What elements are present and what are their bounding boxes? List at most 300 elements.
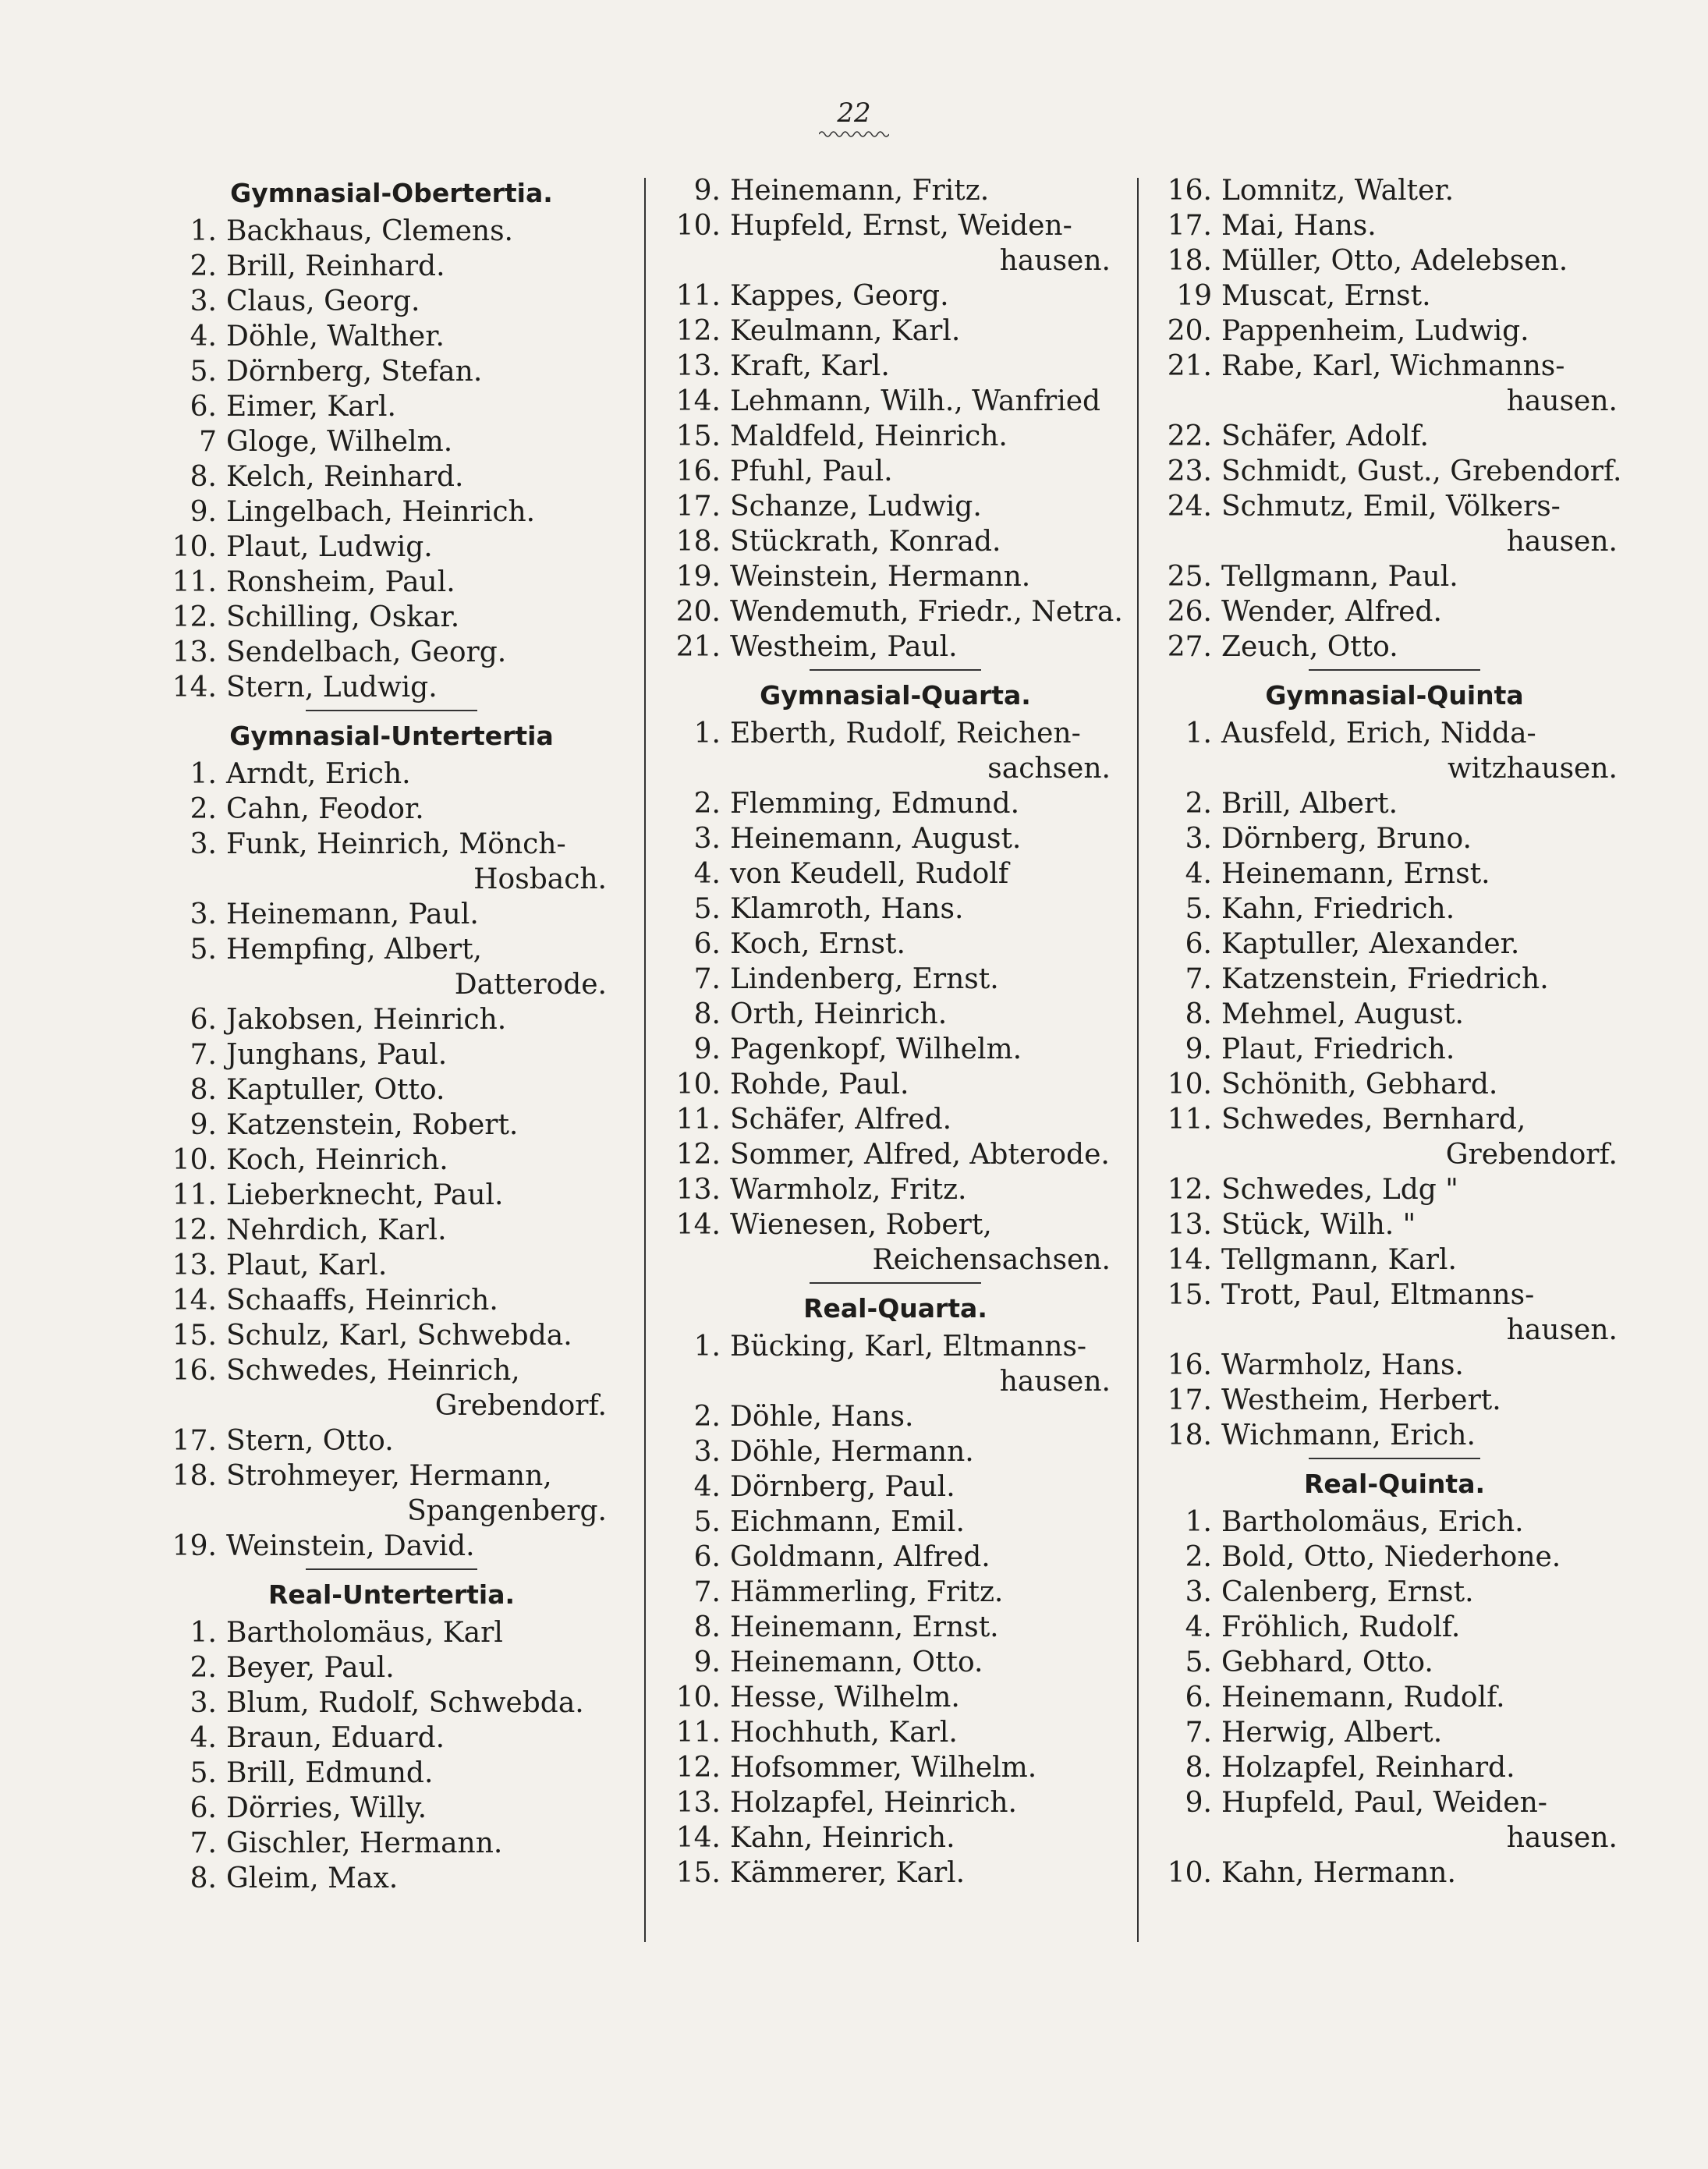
entry-continuation: Spangenberg. [407, 1495, 607, 1527]
list-entry [669, 891, 1122, 927]
entry-name: Brill, Albert. [1221, 788, 1398, 820]
list-entry [165, 635, 618, 670]
list-entry [1161, 1172, 1628, 1207]
entry-number: 17. [172, 1425, 217, 1457]
list-entry [165, 1353, 618, 1388]
entry-number: 8. [190, 1862, 217, 1894]
list-entry [165, 1248, 618, 1283]
list-entry [1161, 1207, 1628, 1242]
entry-name: Kahn, Heinrich. [730, 1822, 955, 1854]
entry-number: 9. [190, 1109, 217, 1141]
list-entry [669, 559, 1122, 594]
list-entry [165, 389, 618, 424]
entry-continuation: witzhausen. [1447, 753, 1618, 785]
list-entry [669, 1575, 1122, 1610]
entry-number: 5. [190, 1757, 217, 1789]
class-heading: Gymnasial-Quarta. [760, 680, 1031, 711]
column-1 [165, 173, 618, 1896]
entry-number: 7. [1185, 963, 1212, 995]
entry-number: 10. [172, 1144, 217, 1176]
class-heading: Real-Untertertia. [268, 1579, 516, 1610]
entry-number: 7. [190, 1039, 217, 1071]
entry-name: Lehmann, Wilh., Wanfried [730, 385, 1101, 417]
entry-name: Hupfeld, Paul, Weiden- [1221, 1787, 1547, 1819]
entry-number: 6. [693, 1541, 721, 1573]
list-entry [669, 1855, 1122, 1891]
list-entry [669, 856, 1122, 891]
list-entry [669, 786, 1122, 821]
entry-name: Katzenstein, Friedrich. [1221, 963, 1549, 995]
list-entry [1161, 1504, 1628, 1540]
list-entry [1161, 278, 1628, 314]
entry-name: Mai, Hans. [1221, 210, 1377, 242]
entry-number: 3. [1185, 1576, 1212, 1608]
entry-name: Schilling, Oskar. [226, 601, 460, 633]
entry-name: Koch, Heinrich. [226, 1144, 448, 1176]
entry-number: 10. [1167, 1857, 1212, 1889]
entry-number: 10. [675, 1682, 721, 1714]
list-entry [669, 1067, 1122, 1102]
list-entry [165, 1037, 618, 1072]
list-entry [1161, 1785, 1628, 1820]
entry-name: Nehrdich, Karl. [226, 1214, 447, 1246]
entry-number: 3. [190, 285, 217, 317]
entry-number: 7. [1185, 1717, 1212, 1749]
entry-number: 2. [693, 788, 721, 820]
list-entry [669, 454, 1122, 489]
entry-name: Holzapfel, Heinrich. [730, 1787, 1017, 1819]
entry-number: 18. [172, 1460, 217, 1492]
entry-name: Gischler, Hermann. [226, 1827, 503, 1859]
entry-name: Rohde, Paul. [730, 1069, 909, 1100]
entry-name: Schönith, Gebhard. [1221, 1069, 1498, 1100]
list-entry [165, 319, 618, 354]
entry-name: Brill, Reinhard. [226, 250, 445, 282]
entry-number: 20. [1167, 315, 1212, 347]
list-entry [669, 716, 1122, 751]
section-divider [1161, 1453, 1628, 1464]
list-entry [1161, 314, 1628, 349]
entry-name: Kraft, Karl. [730, 350, 890, 382]
section-divider [669, 665, 1122, 675]
list-entry [1161, 1032, 1628, 1067]
section-divider [165, 1564, 618, 1575]
list-entry [165, 284, 618, 319]
list-entry [165, 1423, 618, 1458]
list-entry [1161, 891, 1628, 927]
entry-name: Cahn, Feodor. [226, 793, 424, 825]
entry-name: Goldmann, Alfred. [730, 1541, 990, 1573]
entry-number: 18. [1167, 245, 1212, 277]
entry-name: Eberth, Rudolf, Reichen- [730, 718, 1081, 750]
entry-name: Holzapfel, Reinhard. [1221, 1752, 1515, 1784]
entry-name: Kaptuller, Otto. [226, 1074, 445, 1106]
entry-continuation: sachsen. [987, 753, 1111, 785]
list-entry [165, 424, 618, 459]
entry-number: 1. [190, 1617, 217, 1649]
entry-number: 4. [1185, 858, 1212, 890]
entry-number: 15. [1167, 1279, 1212, 1311]
entry-number: 17. [1167, 1384, 1212, 1416]
list-entry [1161, 1540, 1628, 1575]
entry-number: 27. [1167, 631, 1212, 663]
entry-number: 5. [1185, 893, 1212, 925]
entry-number: 1. [693, 718, 721, 750]
entry-name: Wienesen, Robert, [730, 1209, 992, 1241]
entry-number: 5. [693, 893, 721, 925]
list-entry [669, 384, 1122, 419]
entry-number: 4. [693, 1471, 721, 1503]
entry-number: 2. [190, 250, 217, 282]
entry-name: Döhle, Hans. [730, 1401, 914, 1433]
list-entry [1161, 349, 1628, 384]
entry-number: 20. [675, 596, 721, 628]
entry-number: 15. [675, 1857, 721, 1889]
list-entry [669, 1032, 1122, 1067]
entry-number: 10. [675, 1069, 721, 1100]
entry-name: Bücking, Karl, Eltmanns- [730, 1331, 1087, 1363]
list-entry [1161, 1610, 1628, 1645]
section-divider [669, 1278, 1122, 1288]
list-entry [669, 1172, 1122, 1207]
list-entry [1161, 173, 1628, 208]
entry-number: 8. [1185, 1752, 1212, 1784]
entry-name: Sommer, Alfred, Abterode. [730, 1139, 1110, 1171]
entry-number: 4. [1185, 1611, 1212, 1643]
list-entry [165, 1283, 618, 1318]
list-entry [165, 1143, 618, 1178]
entry-number: 9. [190, 496, 217, 528]
list-entry [1161, 454, 1628, 489]
list-entry [1161, 489, 1628, 524]
entry-name: Bartholomäus, Karl [226, 1617, 503, 1649]
list-entry [669, 1102, 1122, 1137]
entry-number: 9. [693, 1646, 721, 1678]
list-entry [165, 494, 618, 530]
entry-name: Stück, Wilh. " [1221, 1209, 1416, 1241]
entry-continuation: Datterode. [454, 969, 607, 1001]
list-entry [165, 1213, 618, 1248]
list-entry [165, 792, 618, 827]
entry-name: Keulmann, Karl. [730, 315, 961, 347]
entry-number: 23. [1167, 455, 1212, 487]
entry-name: Hochhuth, Karl. [730, 1717, 958, 1749]
list-entry [669, 1504, 1122, 1540]
entry-name: Muscat, Ernst. [1221, 280, 1431, 312]
list-entry [669, 1540, 1122, 1575]
entry-name: Eichmann, Emil. [730, 1506, 965, 1538]
list-entry [1161, 856, 1628, 891]
class-heading: Real-Quinta. [1304, 1469, 1485, 1499]
entry-number: 13. [675, 1174, 721, 1206]
entry-continuation: Reichensachsen. [872, 1244, 1111, 1276]
list-entry [165, 670, 618, 705]
section-divider [1161, 665, 1628, 675]
entry-number: 4. [190, 1722, 217, 1754]
entry-name: Fröhlich, Rudolf. [1221, 1611, 1461, 1643]
entry-name: Maldfeld, Heinrich. [730, 420, 1008, 452]
entry-name: Warmholz, Hans. [1221, 1349, 1464, 1381]
list-entry [669, 1820, 1122, 1855]
entry-name: Dörnberg, Paul. [730, 1471, 955, 1503]
entry-name: Gebhard, Otto. [1221, 1646, 1433, 1678]
entry-number: 26. [1167, 596, 1212, 628]
entry-number: 1. [1185, 1506, 1212, 1538]
entry-continuation: hausen. [1506, 385, 1618, 417]
entry-continuation: hausen. [999, 245, 1111, 277]
list-entry [669, 1645, 1122, 1680]
entry-number: 11. [675, 1717, 721, 1749]
list-entry [1161, 1750, 1628, 1785]
entry-number: 21. [675, 631, 721, 663]
entry-name: Kahn, Friedrich. [1221, 893, 1455, 925]
entry-name: Schäfer, Adolf. [1221, 420, 1429, 452]
entry-name: Katzenstein, Robert. [226, 1109, 519, 1141]
entry-name: Schäfer, Alfred. [730, 1104, 952, 1136]
entry-number: 9. [1185, 1787, 1212, 1819]
entry-name: Hupfeld, Ernst, Weiden- [730, 210, 1072, 242]
entry-number: 18. [675, 526, 721, 558]
entry-name: Westheim, Paul. [730, 631, 958, 663]
entry-number: 3. [693, 823, 721, 855]
list-entry [165, 1826, 618, 1861]
entry-number: 3. [190, 1687, 217, 1719]
entry-number: 15. [172, 1320, 217, 1352]
entry-name: Weinstein, Hermann. [730, 561, 1031, 593]
entry-name: Funk, Heinrich, Mönch- [226, 828, 566, 860]
list-entry [669, 208, 1122, 243]
list-entry [165, 1178, 618, 1213]
entry-name: Kappes, Georg. [730, 280, 949, 312]
list-entry [165, 459, 618, 494]
entry-number: 25. [1167, 561, 1212, 593]
entry-number: 16. [172, 1355, 217, 1387]
list-entry [1161, 1418, 1628, 1453]
entry-number: 13. [172, 636, 217, 668]
list-entry [1161, 962, 1628, 997]
entry-number: 8. [693, 1611, 721, 1643]
class-heading: Gymnasial-Quinta [1265, 680, 1524, 711]
entry-name: Orth, Heinrich. [730, 998, 948, 1030]
entry-name: Wendemuth, Friedr., Netra. [730, 596, 1123, 628]
list-entry [1161, 419, 1628, 454]
list-entry [165, 1072, 618, 1108]
entry-number: 3. [693, 1436, 721, 1468]
entry-number: 12. [172, 1214, 217, 1246]
entry-number: 2. [190, 793, 217, 825]
entry-name: Weinstein, David. [226, 1530, 475, 1562]
entry-number: 8. [190, 461, 217, 493]
entry-number: 13. [172, 1249, 217, 1281]
entry-number: 9. [693, 1033, 721, 1065]
entry-number: 11. [1167, 1104, 1212, 1136]
entry-name: Schanze, Ludwig. [730, 491, 982, 523]
entry-number: 15. [675, 420, 721, 452]
list-entry [1161, 821, 1628, 856]
entry-name: Kaptuller, Alexander. [1221, 928, 1520, 960]
entry-number: 3. [190, 898, 217, 930]
entry-continuation: Grebendorf. [1445, 1139, 1618, 1171]
list-entry [165, 600, 618, 635]
list-entry [669, 1329, 1122, 1364]
column-divider-2 [1137, 178, 1139, 1942]
entry-name: Dörnberg, Bruno. [1221, 823, 1472, 855]
entry-number: 16. [1167, 1349, 1212, 1381]
entry-name: Schwedes, Ldg " [1221, 1174, 1458, 1206]
list-entry [1161, 559, 1628, 594]
list-entry [165, 827, 618, 862]
list-entry [1161, 1715, 1628, 1750]
class-heading: Gymnasial-Obertertia. [230, 178, 553, 208]
section-divider [165, 705, 618, 716]
entry-name: Schwedes, Heinrich, [226, 1355, 520, 1387]
entry-number: 21. [1167, 350, 1212, 382]
list-entry [1161, 786, 1628, 821]
entry-name: Herwig, Albert. [1221, 1717, 1443, 1749]
entry-number: 17. [1167, 210, 1212, 242]
entry-number: 2. [1185, 1541, 1212, 1573]
entry-number: 5. [1185, 1646, 1212, 1678]
entry-name: Stern, Otto. [226, 1425, 394, 1457]
entry-name: Ausfeld, Erich, Nidda- [1221, 718, 1536, 750]
entry-name: Schmutz, Emil, Völkers- [1221, 491, 1561, 523]
entry-number: 2. [1185, 788, 1212, 820]
list-entry [165, 1650, 618, 1685]
entry-name: Eimer, Karl. [226, 391, 396, 423]
list-entry [669, 173, 1122, 208]
entry-name: Junghans, Paul. [226, 1039, 448, 1071]
entry-name: Brill, Edmund. [226, 1757, 434, 1789]
entry-name: Dörnberg, Stefan. [226, 356, 483, 388]
entry-name: Heinemann, Ernst. [1221, 858, 1490, 890]
column-2 [669, 173, 1122, 1891]
class-heading: Gymnasial-Untertertia [229, 721, 554, 751]
entry-number: 14. [675, 1822, 721, 1854]
entry-number: 3. [1185, 823, 1212, 855]
list-entry [165, 249, 618, 284]
entry-name: Rabe, Karl, Wichmanns- [1221, 350, 1565, 382]
entry-number: 13. [675, 1787, 721, 1819]
entry-name: Hofsommer, Wilhelm. [730, 1752, 1037, 1784]
list-entry [669, 1207, 1122, 1242]
list-entry [669, 997, 1122, 1032]
list-entry [165, 1458, 618, 1494]
list-entry [1161, 594, 1628, 629]
entry-number: 3. [190, 828, 217, 860]
list-entry [1161, 1067, 1628, 1102]
list-entry [165, 932, 618, 967]
entry-name: Plaut, Friedrich. [1221, 1033, 1455, 1065]
entry-number: 12. [675, 315, 721, 347]
entry-name: Plaut, Ludwig. [226, 531, 433, 563]
entry-name: Braun, Eduard. [226, 1722, 445, 1754]
list-entry [669, 1610, 1122, 1645]
entry-number: 18. [1167, 1419, 1212, 1451]
entry-name: Wender, Alfred. [1221, 596, 1442, 628]
list-entry [165, 530, 618, 565]
entry-number: 11. [675, 280, 721, 312]
list-entry [669, 1469, 1122, 1504]
entry-name: Mehmel, August. [1221, 998, 1464, 1030]
list-entry [165, 214, 618, 249]
list-entry [1161, 1575, 1628, 1610]
entry-name: Claus, Georg. [226, 285, 420, 317]
entry-number: 24. [1167, 491, 1212, 523]
list-entry [165, 1318, 618, 1353]
entry-number: 10. [675, 210, 721, 242]
list-entry [669, 278, 1122, 314]
entry-name: Beyer, Paul. [226, 1652, 395, 1684]
entry-number: 12. [675, 1752, 721, 1784]
class-heading: Real-Quarta. [803, 1293, 987, 1324]
entry-number: 4. [693, 858, 721, 890]
entry-name: Pagenkopf, Wilhelm. [730, 1033, 1022, 1065]
list-entry [669, 1785, 1122, 1820]
entry-number: 1. [190, 758, 217, 790]
entry-number: 13. [675, 350, 721, 382]
list-entry [1161, 1278, 1628, 1313]
entry-name: Sendelbach, Georg. [226, 636, 507, 668]
list-entry [1161, 1645, 1628, 1680]
list-entry [165, 354, 618, 389]
list-entry [1161, 208, 1628, 243]
list-entry [165, 1685, 618, 1721]
page-number: 22 [837, 97, 871, 129]
entry-name: Dörries, Willy. [226, 1792, 427, 1824]
list-entry [165, 1529, 618, 1564]
entry-name: Lindenberg, Ernst. [730, 963, 999, 995]
entry-number: 9. [693, 175, 721, 207]
entry-name: Flemming, Edmund. [730, 788, 1020, 820]
list-entry [669, 629, 1122, 665]
column-3 [1161, 173, 1628, 1891]
entry-number: 13. [1167, 1209, 1212, 1241]
entry-name: Hämmerling, Fritz. [730, 1576, 1004, 1608]
list-entry [669, 1137, 1122, 1172]
list-entry [669, 1715, 1122, 1750]
entry-number: 16. [675, 455, 721, 487]
list-entry [669, 349, 1122, 384]
entry-number: 7. [693, 1576, 721, 1608]
entry-name: Warmholz, Fritz. [730, 1174, 967, 1206]
entry-number: 12. [1167, 1174, 1212, 1206]
entry-name: Lingelbach, Heinrich. [226, 496, 536, 528]
entry-continuation: Hosbach. [473, 863, 607, 895]
entry-name: Backhaus, Clemens. [226, 215, 513, 247]
list-entry [669, 489, 1122, 524]
entry-number: 22. [1167, 420, 1212, 452]
entry-number: 6. [1185, 1682, 1212, 1714]
list-entry [1161, 1348, 1628, 1383]
entry-name: Trott, Paul, Eltmanns- [1221, 1279, 1535, 1311]
entry-name: Arndt, Erich. [226, 758, 411, 790]
list-entry [669, 1434, 1122, 1469]
entry-name: Hempfing, Albert, [226, 934, 482, 966]
list-entry [1161, 716, 1628, 751]
entry-name: Jakobsen, Heinrich. [226, 1004, 507, 1036]
entry-number: 5. [693, 1506, 721, 1538]
list-entry [669, 1750, 1122, 1785]
entry-name: Schwedes, Bernhard, [1221, 1104, 1526, 1136]
entry-name: Calenberg, Ernst. [1221, 1576, 1474, 1608]
entry-name: Zeuch, Otto. [1221, 631, 1398, 663]
list-entry [165, 1615, 618, 1650]
entry-name: Lieberknecht, Paul. [226, 1179, 504, 1211]
list-entry [165, 1861, 618, 1896]
entry-number: 14. [675, 1209, 721, 1241]
entry-number: 7. [693, 963, 721, 995]
list-entry [669, 927, 1122, 962]
